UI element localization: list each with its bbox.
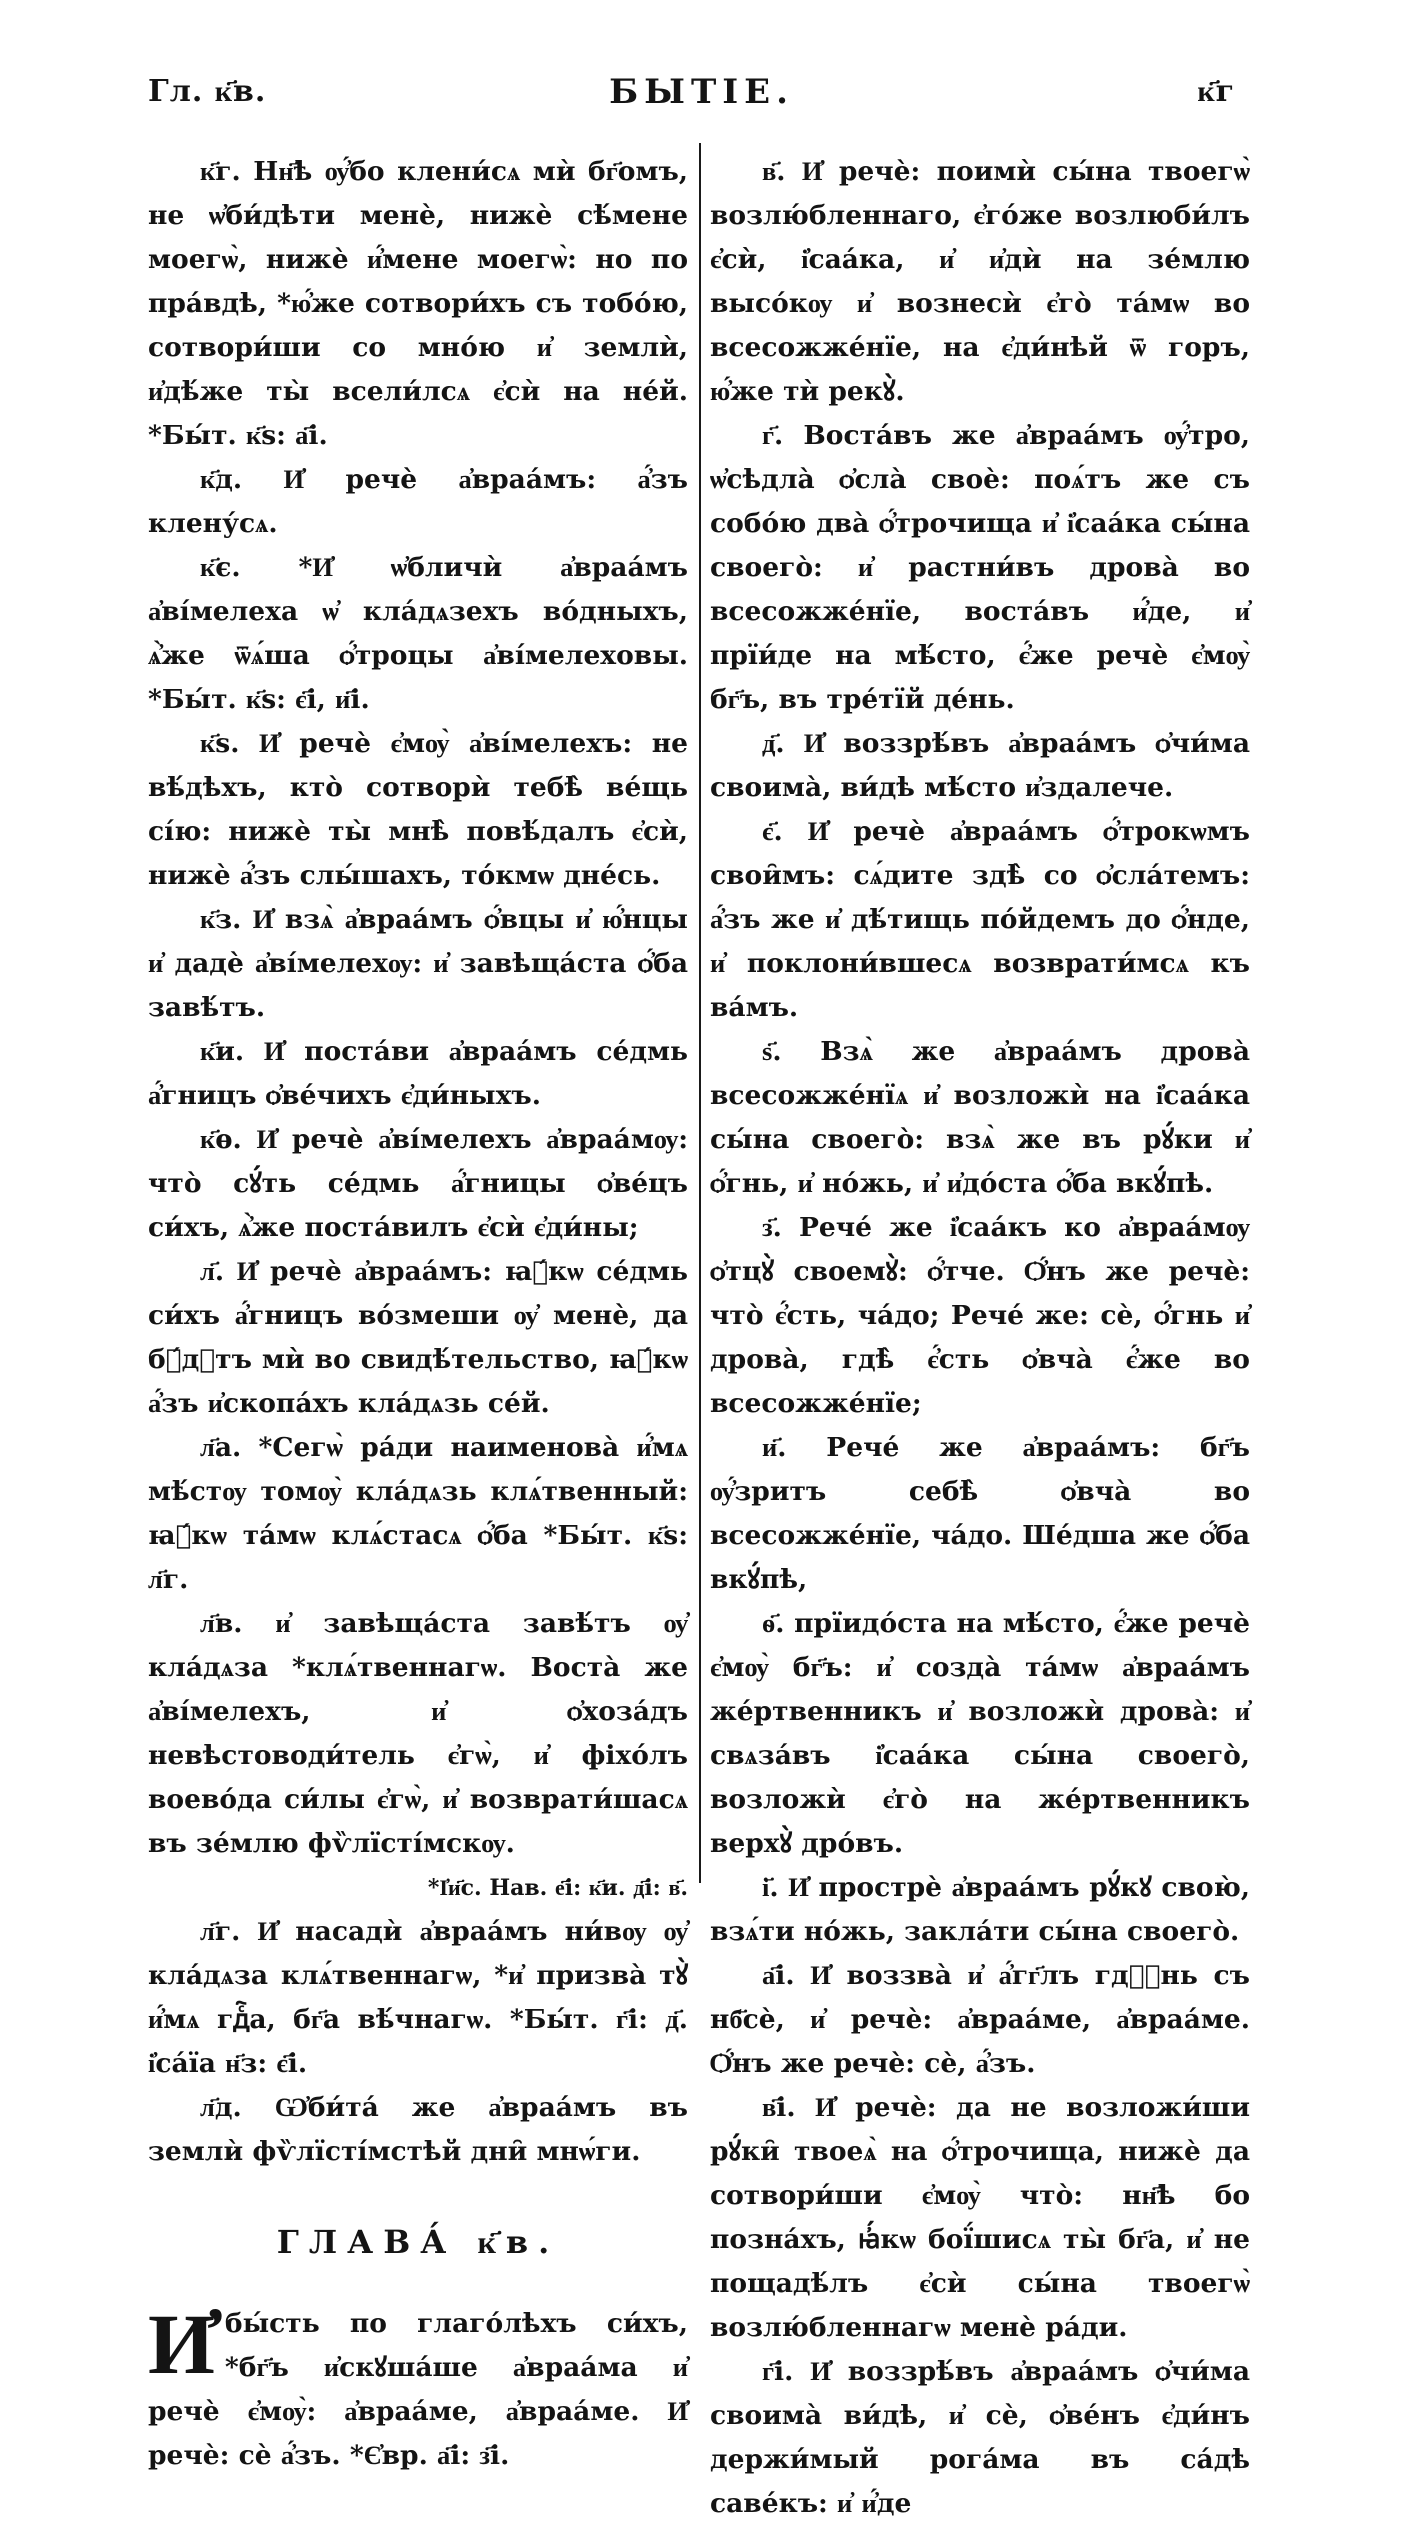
verse: л҃в. и҆ завѣща́ста завѣ́тъ ѹ҆ кла́дѧза *клѧ́твеннагѡ. Воста̀ же а҆ві́мелехъ, и҆ ѻ҆хоза́дъ невѣстоводи́тель є҆гѡ̀, и҆ фіхо́лъ воево́да си́лы є҆гѡ̀, и҆ возврати́шасѧ въ зе́млю фѷлїсті́мскѹ.	[148, 1608, 688, 1859]
verse: к҃є. *И҆ ѡ҆бличѝ а҆враа́мъ а҆ві́мелеха ѡ҆ кла́дѧзехъ во́дныхъ, ѧ҆̀же ѿѧ́ша ѻ҆́троцы а҆ві́мелеховы. *Бы́т. к҃ѕ: є҃і, и҃і.	[148, 552, 688, 715]
verse: г҃і. И҆ воззрѣ́въ а҆враа́мъ ѻ҆чи́ма своима̀ ви́дѣ, и҆ сѐ, ѻ҆ве́нъ є҆ди́нъ держи́мый рога́ма въ са́дѣ саве́къ: и҆ и҆́де	[710, 2356, 1250, 2519]
verse: к҃ѳ. И҆ речѐ а҆ві́мелехъ а҆враа́мѹ: что̀ сꙋ́ть се́дмь а҆́гницы ѻ҆ве́цъ си́хъ, ѧ҆̀же поста́вилъ є҆сѝ є҆ди́ны;	[148, 1124, 688, 1243]
verse: и҃. Рече́ же а҆враа́мъ: бг҃ъ ѹ҆́зритъ себѣ̀ ѻ҆вча̀ во всесожже́нїе, ча́до. Ше́дша же ѻ҆́ба вкꙋ́пѣ,	[710, 1432, 1250, 1595]
book-title: БЫТІЕ.	[609, 72, 794, 112]
verse: і҃. И҆ прострѐ а҆враа́мъ рꙋ́кꙋ свою̀, взѧ́ти но́жь, закла́ти сы́на своего̀.	[710, 1872, 1250, 1947]
verse: к҃д. И҆ речѐ а҆враа́мъ: а҆́зъ клену́сѧ.	[148, 464, 688, 539]
verse: д҃. И҆ воззрѣ́въ а҆враа́мъ ѻ҆чи́ма своима̀, ви́дѣ мѣ́сто и҆здалече.	[710, 728, 1250, 803]
verse: ѕ҃. Взѧ̀ же а҆враа́мъ дрова̀ всесожже́нїѧ и҆ возложѝ на і҆саа́ка сы́на своего̀: взѧ̀ же въ рꙋ́ки и҆ ѻ҆́гнь, и҆ но́жь, и҆ и҆до́ста ѻ҆́ба вкꙋ́пѣ.	[710, 1036, 1250, 1199]
right-column	[710, 150, 1250, 2526]
left-column	[148, 150, 688, 2478]
drop-cap: И҆	[148, 2293, 215, 2394]
verse-text: бы́сть по глаго́лѣхъ си́хъ, *бг҃ъ и҆скꙋша́ше а҆враа́ма и҆ речѐ є҆мѹ̀: а҆враа́ме, а҆враа́ме. И҆ речѐ: сѐ а҆́зъ. *Є҆вр. а҃і: з҃і.	[148, 2308, 688, 2471]
chapter-opening-verse	[148, 2293, 688, 2478]
verse: в҃і. И҆ речѐ: да не возложи́ши рꙋ́ки̑ твоеѧ̀ на ѻ҆́трочища, нижѐ да сотвори́ши є҆мѹ̀ что̀: нн҃ѣ бо позна́хъ, ꙗ҆́кѡ бої́шисѧ ты̀ бг҃а, и҆ не пощадѣ́лъ є҆сѝ сы́на твоегѡ̀ возлю́бленнагѡ менѐ ра́ди.	[710, 2092, 1250, 2343]
verse: ѳ҃. прїидо́ста на мѣ́сто, є҆́же речѐ є҆мѹ̀ бг҃ъ: и҆ созда̀ та́мѡ а҆враа́мъ же́ртвенникъ и҆ возложѝ дрова̀: и҆ свѧза́въ і҆саа́ка сы́на своего̀, возложѝ є҆го̀ на же́ртвенникъ верхꙋ̀ дро́въ.	[710, 1608, 1250, 1859]
verse: в҃. И҆ речѐ: поимѝ сы́на твоегѡ̀ возлю́бленнаго, є҆го́же возлюби́лъ є҆сѝ, і҆саа́ка, и҆ и҆дѝ на зе́млю высо́кѹ и҆ вознесѝ є҆го̀ та́мѡ во всесожже́нїе, на є҆ди́нѣй ѿ горъ, ю҆́же тѝ рекꙋ̀.	[710, 156, 1250, 407]
verse: а҃і. И҆ воззва̀ и҆ а҆́гг҃лъ гдⷭ҇нь съ нб҃сѐ, и҆ речѐ: а҆враа́ме, а҆враа́ме. Ѻ҆́нъ же речѐ: сѐ, а҆́зъ.	[710, 1960, 1250, 2079]
column-divider	[699, 143, 701, 1883]
verse: л҃д. Ѡ҆би́та́ же а҆враа́мъ въ землѝ фѷлїсті́мстѣй дни̑ мнѡ́ги.	[148, 2092, 688, 2167]
chapter-heading: ГЛАВА́ к҃в.	[276, 2223, 560, 2261]
verse: к҃ѕ. И҆ речѐ є҆мѹ̀ а҆ві́мелехъ: не вѣ́дѣхъ, кто̀ сотворѝ тебѣ̀ ве́щь сі́ю: нижѐ ты̀ мнѣ̀ повѣ́далъ є҆сѝ, нижѐ а҆́зъ слы́шахъ, то́кмѡ дне́сь.	[148, 728, 688, 891]
verse: л҃г. И҆ насадѝ а҆враа́мъ ни́вѹ ѹ҆ кла́дѧза клѧ́твеннагѡ, *и҆ призва̀ тꙋ̀ и҆́мѧ гдⷭ҇а, бг҃а вѣ́чнагѡ. *Бы́т. г҃і: д҃. і҆са́їа н҃з: є҃і.	[148, 1916, 688, 2079]
verse: к҃г. Нн҃ѣ ѹ҆́бо клени́сѧ мѝ бг҃омъ, не ѡ҆би́дѣти менѐ, нижѐ сѣ́мене моегѡ̀, нижѐ и҆́мене моегѡ̀: но по пра́вдѣ, *ю҆́же сотвори́хъ съ тобо́ю, сотвори́ши со мно́ю и҆ землѝ, и҆дѣ́же ты̀ всели́лсѧ є҆сѝ на не́й. *Бы́т. к҃ѕ: а҃і.	[148, 156, 688, 451]
chapter-marker: Гл. к҃в.	[148, 74, 267, 109]
cross-reference-note: *І҆и҃с. Нав. е҃і: к҃и. д҃і: в҃.	[427, 1875, 688, 1901]
verse: г҃. Воста́въ же а҆враа́мъ ѹ҆́тро, ѡ҆сѣдла̀ ѻ҆сла̀ своѐ: поѧ́тъ же съ собо́ю два̀ ѻ҆́трочища и҆ і҆саа́ка сы́на своего̀: и҆ растни́въ дрова̀ во всесожже́нїе, воста́въ и҆́де, и҆ прїи́де на мѣ́сто, є҆́же речѐ є҆мѹ̀ бг҃ъ, въ тре́тїй де́нь.	[710, 420, 1250, 715]
verse: л҃. И҆ речѐ а҆враа́мъ: ꙗ҆́кѡ се́дмь си́хъ а҆́гницъ во́змеши ѹ҆ менѐ, да бꙋ́дꙋтъ мѝ во свидѣ́тельство, ꙗ҆́кѡ а҆́зъ и҆скопа́хъ кла́дѧзь се́й.	[148, 1256, 688, 1419]
verse: к҃з. И҆ взѧ̀ а҆враа́мъ ѻ҆́вцы и҆ ю҆́нцы и҆ дадѐ а҆ві́мелехѹ: и҆ завѣща́ста ѻ҆́ба завѣ́тъ.	[148, 904, 688, 1023]
page-number: к҃г	[1197, 74, 1235, 109]
verse: є҃. И҆ речѐ а҆враа́мъ ѻ҆́трокѡмъ свои̑мъ: сѧ́дите здѣ̀ со ѻ҆сла́темъ: а҆́зъ же и҆ дѣ́тищь по́йдемъ до ѻ҆́нде, и҆ поклони́вшесѧ возврати́мсѧ къ ва́мъ.	[710, 816, 1250, 1023]
verse: з҃. Рече́ же і҆саа́къ ко а҆враа́мѹ ѻ҆тцꙋ̀ своемꙋ̀: ѻ҆́тче. Ѻ҆́нъ же речѐ: что̀ є҆́сть, ча́до; Рече́ же: сѐ, ѻ҆́гнь и҆ дрова̀, гдѣ̀ є҆́сть ѻ҆вча̀ є҆́же во всесожже́нїе;	[710, 1212, 1250, 1419]
verse: к҃и. И҆ поста́ви а҆враа́мъ се́дмь а҆́гницъ ѻ҆ве́чихъ є҆ди́ныхъ.	[148, 1036, 688, 1111]
verse: л҃а. *Сегѡ̀ ра́ди наименова̀ и҆́мѧ мѣ́стѹ томѹ̀ кла́дѧзь клѧ́твенный: ꙗ҆́кѡ та́мѡ клѧ́стасѧ ѻ҆́ба *Бы́т. к҃ѕ: л҃г.	[148, 1432, 688, 1595]
